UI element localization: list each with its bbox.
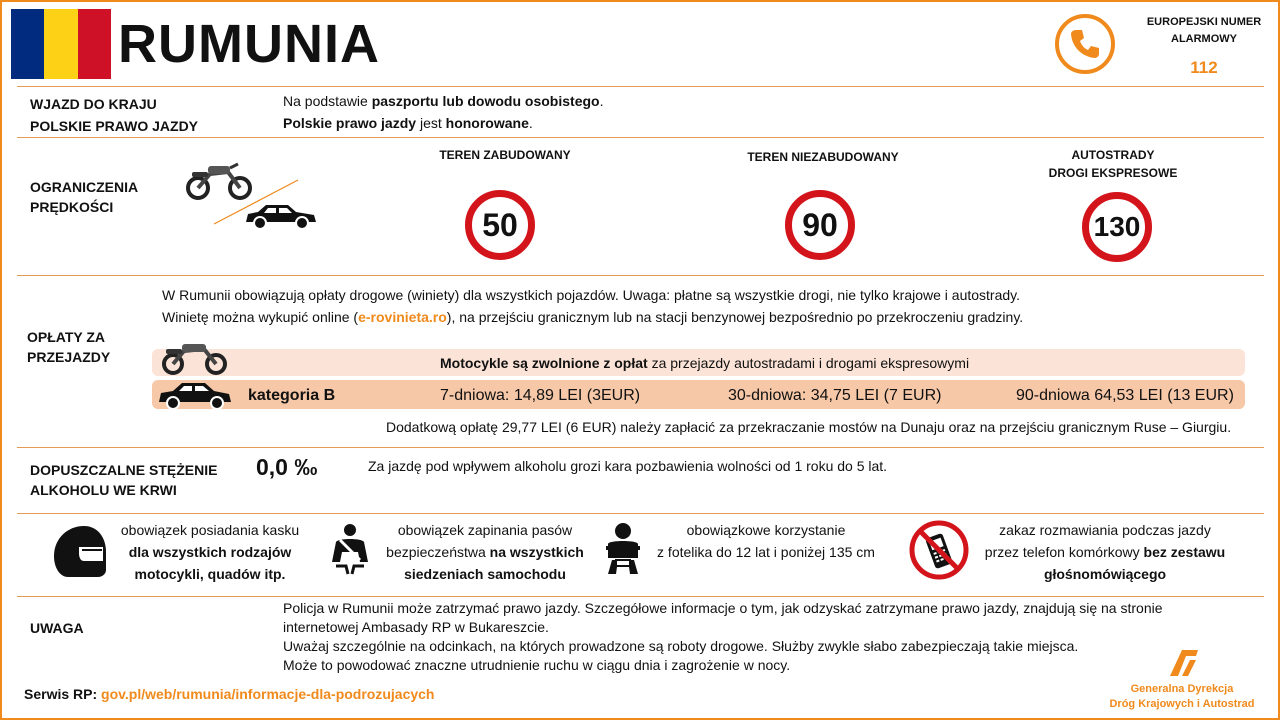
phone-icon [1054,13,1116,75]
emergency-number: 112 [1190,58,1218,77]
rule-seatbelt-line3: siedzeniach samochodu [404,566,566,582]
flag-stripe-blue [11,9,44,79]
rule-no-phone-line2a: przez telefon komórkowy [984,544,1144,560]
rule-helmet-line1: obowiązek posiadania kasku [120,522,300,538]
divider [17,447,1264,448]
rule-seatbelt-line2a: bezpieczeństwa [386,544,490,560]
price-30-days: 30-dniowa: 34,75 LEI (7 EUR) [728,387,942,404]
note-label: UWAGA [30,620,84,636]
tolls-text [162,284,1023,328]
divider [17,596,1264,597]
motorcycle-exempt-text [440,352,969,374]
tolls-text-line2b: ), na przejściu granicznym lub na stacji benzynowej bezpośrednio po przekroczeniu gradziny. [446,309,1024,325]
alcohol-penalty-text: Za jazdę pod wpływem alkoholu grozi kara pozbawienia wolności od 1 roku do 5 lat. [368,458,888,474]
helmet-icon [48,522,108,580]
emergency-label-line2: ALARMOWY [1171,33,1237,45]
entry-text-d: . [528,115,533,131]
price-90-days: 90-dniowa 64,53 LEI (13 EUR) [1016,387,1234,404]
tolls-text-line2a: Winietę można wykupić online ( [162,309,359,325]
flag-stripe-yellow [44,9,77,79]
speed-label [30,177,138,217]
entry-documents: paszportu lub dowodu osobistego [371,93,600,109]
divider [17,275,1264,276]
note-text [283,599,1163,675]
child-seat-icon [602,522,644,576]
entry-license: Polskie prawo jazdy [283,115,417,131]
emergency-label-line1: EUROPEJSKI NUMER [1146,16,1262,28]
entry-label-line1: WJAZD DO KRAJU [30,96,157,112]
tolls-label [27,327,110,367]
divider [17,137,1264,138]
page-title: RUMUNIA [118,14,380,74]
rule-child-seat-line2: z fotelika do 12 lat i poniżej 135 cm [657,544,875,560]
price-7-days: 7-dniowa: 14,89 LEI (3EUR) [440,387,641,404]
alcohol-label [30,460,217,500]
romania-flag [11,9,111,79]
entry-text [283,90,603,134]
rule-helmet-line2: dla wszystkich rodzajów [128,544,292,560]
speed-label-line1: OGRANICZENIA [30,179,139,195]
zone-title-urban [420,146,590,164]
zone-title-rural [728,148,918,166]
alcohol-label-line1: DOPUSZCZALNE STĘŻENIE [30,462,218,478]
rule-seatbelt-text [380,519,590,585]
gddkia-name-line2: Dróg Krajowych i Autostrad [1109,698,1255,710]
car-icon [157,378,233,410]
service-footer [24,684,434,704]
car-icon [246,205,316,229]
rule-seatbelt-line1: obowiązek zapinania pasów [397,522,573,538]
note-line: Policja w Rumunii może zatrzymać prawo jazdy. Szczegółowe informacje o tym, jak odzyskać zatrzymane prawo jazdy, znajdują się na stronie [283,600,1163,616]
tolls-label-line1: OPŁATY ZA [27,329,106,345]
gddkia-logo-icon [1166,648,1200,678]
rule-helmet-text [112,519,308,585]
rule-child-seat-text [648,519,884,563]
rule-no-phone-line3: głośnomówiącego [1043,566,1167,582]
emergency-label [1138,14,1270,48]
speed-label-line2: PRĘDKOŚCI [30,199,114,215]
zone-title-rural-line1: TEREN NIEZABUDOWANY [747,150,899,164]
speed-sign-90: 90 [785,190,855,260]
service-link[interactable]: gov.pl/web/rumunia/informacje-dla-podrozujacych [101,686,435,702]
no-phone-icon [908,519,970,581]
gddkia-name-line1: Generalna Dyrekcja [1130,683,1234,695]
tolls-text-line1: W Rumunii obowiązują opłaty drogowe (winiety) dla wszystkich pojazdów. Uwaga: płatne są wszystkie drogi, nie tylko krajowe i autostrady. [162,287,1021,303]
entry-text-c: . [599,93,604,109]
alcohol-label-line2: ALKOHOLU WE KRWI [30,482,177,498]
seatbelt-icon [326,522,374,576]
rule-seatbelt-line2b: na wszystkich [489,544,584,560]
entry-text-b: jest [416,115,446,131]
motorcycle-icon [188,164,250,198]
motorcycle-exempt-rest: za przejazdy autostradami i drogami ekspresowymi [647,355,970,371]
entry-label-line2: POLSKIE PRAWO JAZDY [30,118,199,134]
vignette-link[interactable]: e-rovinieta.ro [358,309,447,325]
entry-text-a: Na podstawie [283,93,372,109]
zone-title-motorway-line2: DROGI EKSPRESOWE [1048,166,1178,180]
bridge-fee-text: Dodatkową opłatę 29,77 LEI (6 EUR) należy zapłacić za przekraczanie mostów na Dunaju oraz na przejściu granicznym Ruse – Giurgiu. [386,419,1232,435]
flag-stripe-red [78,9,111,79]
zone-title-motorway-line1: AUTOSTRADY [1071,148,1155,162]
zone-title-motorway [1028,146,1198,182]
rule-no-phone-line1: zakaz rozmawiania podczas jazdy [999,522,1211,538]
note-line: internetowej Ambasady RP w Bukareszcie. [283,619,549,635]
speed-sign-130: 130 [1082,192,1152,262]
vehicle-illustration [184,160,320,234]
motorcycle-icon [160,340,230,376]
rule-no-phone-text [972,519,1238,585]
category-b-label: kategoria B [248,387,336,404]
tolls-label-line2: PRZEJAZDY [27,349,111,365]
motorcycle-exempt-bold: Motocykle są zwolnione z opłat [440,355,648,371]
divider [17,513,1264,514]
note-line: Może to powodować znaczne utrudnienie ruchu w ciągu dnia i zagrożenie w nocy. [283,657,791,673]
rule-helmet-line3: motocykli, quadów itp. [134,566,286,582]
rule-child-seat-line1: obowiązkowe korzystanie [686,522,846,538]
entry-label [30,94,198,136]
gddkia-name [1092,682,1272,712]
service-label: Serwis RP: [24,686,98,702]
speed-sign-50: 50 [465,190,535,260]
divider [17,86,1264,87]
zone-title-urban-line1: TEREN ZABUDOWANY [439,148,571,162]
rule-no-phone-line2b: bez zestawu [1143,544,1226,560]
alcohol-limit-value: 0,0 ‰ [256,454,318,480]
entry-honored: honorowane [445,115,529,131]
note-line: Uważaj szczególnie na odcinkach, na których prowadzone są roboty drogowe. Służby zwykle słabo zabezpieczają takie miejsca. [283,638,1079,654]
